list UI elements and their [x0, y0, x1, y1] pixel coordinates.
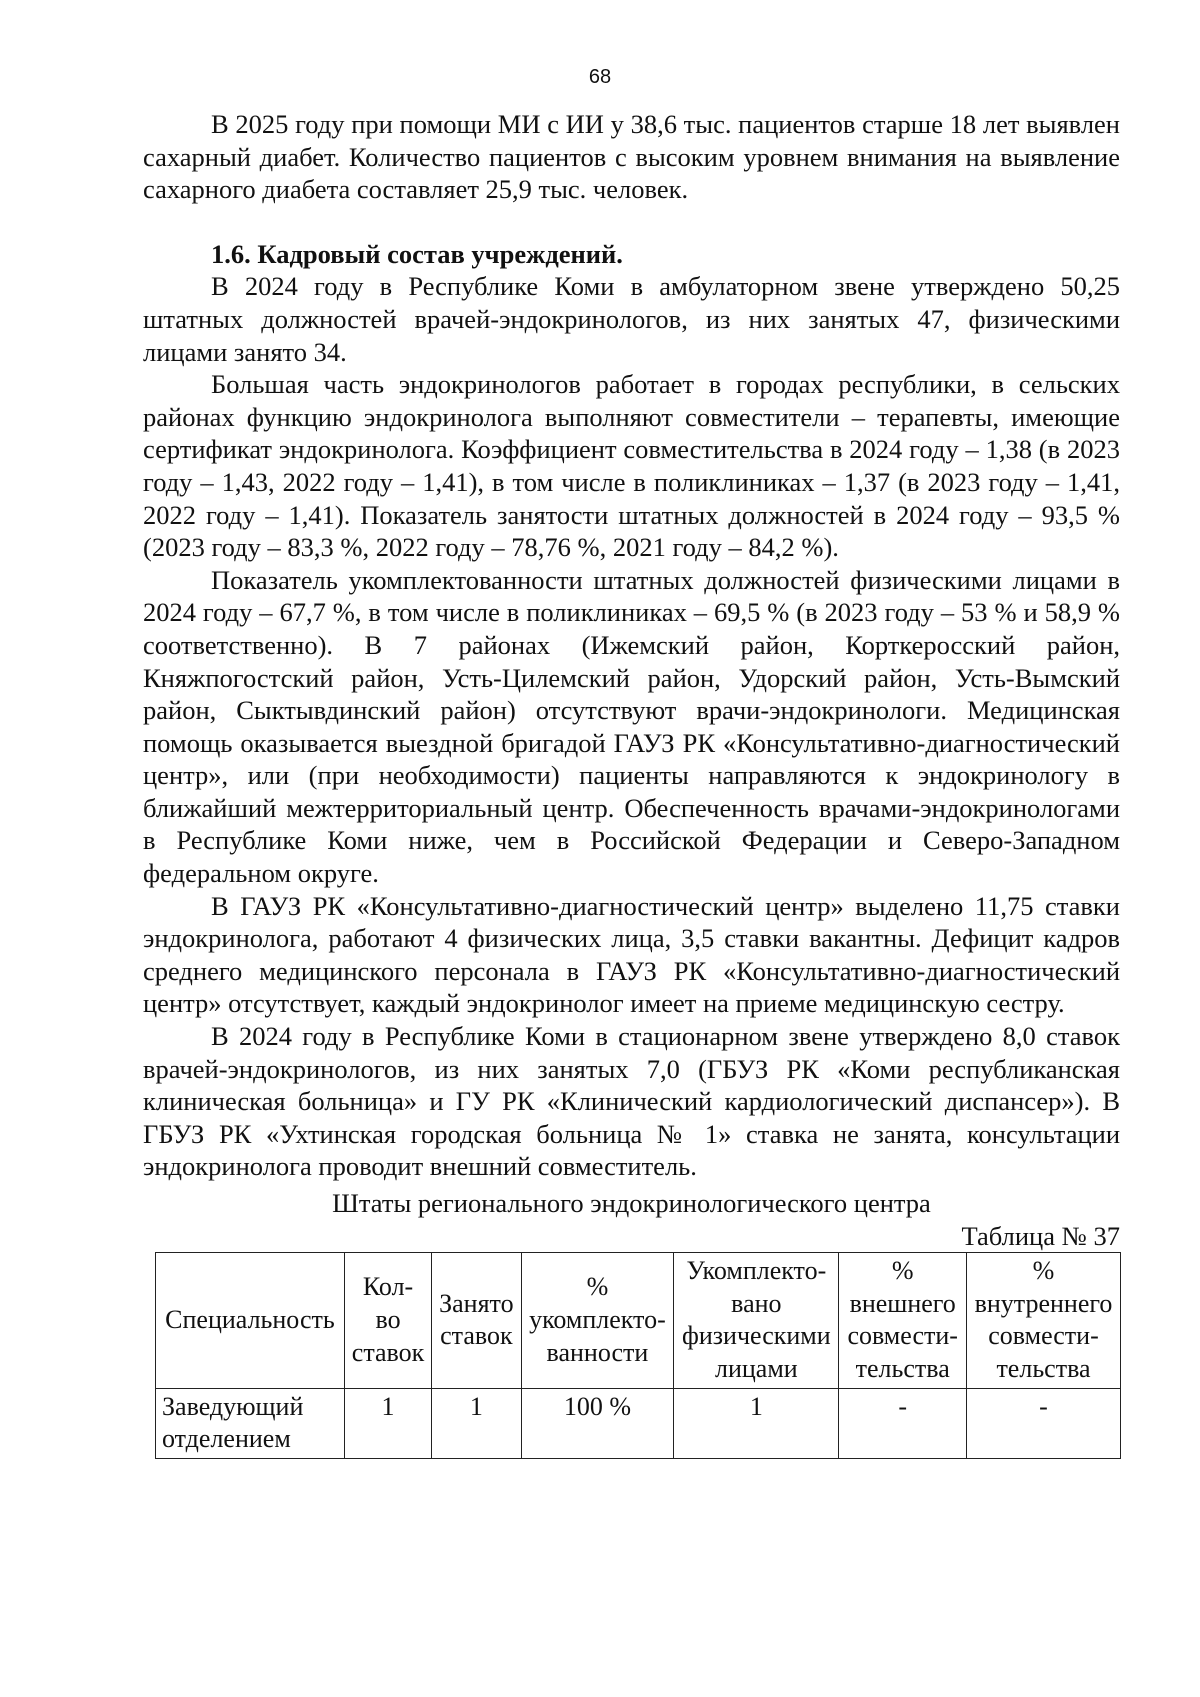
- header-staffing-percent: % укомплекто-ванности: [521, 1253, 674, 1388]
- table-title: Штаты регионального эндокринологического центра: [332, 1188, 931, 1218]
- cell-occupied-rates: 1: [432, 1388, 521, 1458]
- header-rate-count: Кол-во ставок: [344, 1253, 431, 1388]
- document-body: [143, 108, 1120, 1459]
- cell-rate-count: 1: [344, 1388, 431, 1458]
- section-heading: 1.6. Кадровый состав учреждений.: [211, 238, 623, 269]
- header-occupied-rates: Занято ставок: [432, 1253, 521, 1388]
- staff-table: [155, 1252, 1121, 1459]
- cell-internal-combination: -: [967, 1388, 1121, 1458]
- paragraph-consultative-center: В ГАУЗ РК «Консультативно-диагностический центр» выделено 11,75 ставки эндокринолога, работают 4 физических лица, 3,5 ставки вакантны. Дефицит кадров среднего медицинского персонала в ГАУЗ РК «Консультативно-диагностический центр» отсутствует, каждый эндокринолог имеет на приеме медицинскую сестру.: [143, 890, 1120, 1019]
- header-staffed-individuals: Укомплекто-вано физическими лицами: [674, 1253, 839, 1388]
- cell-specialty: Заведующий отделением: [156, 1388, 345, 1458]
- table-row: [156, 1388, 1121, 1458]
- paragraph-ambulatory-staff: В 2024 году в Республике Коми в амбулаторном звене утверждено 50,25 штатных должностей врачей-эндокринологов, из них занятых 47, физическими лицами занято 34.: [143, 271, 1120, 367]
- header-internal-combination: % внутреннего совмести-тельства: [967, 1253, 1121, 1388]
- page-number: 68: [588, 66, 612, 88]
- cell-staffing-percent: 100 %: [521, 1388, 674, 1458]
- paragraph-diabetes-detection: В 2025 году при помощи МИ с ИИ у 38,6 тыс. пациентов старше 18 лет выявлен сахарный диабет. Количество пациентов с высоким уровнем внимания на выявление сахарного диабета составляет 25,9 тыс. человек.: [143, 109, 1120, 205]
- cell-staffed-individuals: 1: [674, 1388, 839, 1458]
- cell-external-combination: -: [839, 1388, 967, 1458]
- header-external-combination: % внешнего совмести-тельства: [839, 1253, 967, 1388]
- paragraph-staffing-rate: Показатель укомплектованности штатных должностей физическими лицами в 2024 году – 67,7 %, в том числе в поликлиниках – 69,5 % (в 2023 году – 53 % и 58,9 % соответственно). В 7 районах (Ижемский район, Корткеросский район, Княжпогостский район, Усть-Цилемский район, Удорский район, Усть-Вымский район, Сыктывдинский район) отсутствуют врачи-эндокринологи. Медицинская помощь оказывается выездной бригадой ГАУЗ РК «Консультативно-диагностический центр», или (при необходимости) пациенты направляются к эндокринологу в ближайший межтерриториальный центр. Обеспеченность врачами-эндокринологами в Республике Коми ниже, чем в Российской Федерации и Северо-Западном федеральном округе.: [143, 564, 1120, 889]
- table-number: Таблица № 37: [961, 1220, 1120, 1251]
- paragraph-inpatient-staff: В 2024 году в Республике Коми в стационарном звене утверждено 8,0 ставок врачей-эндокринологов, из них занятых 7,0 (ГБУЗ РК «Коми республиканская клиническая больница» и ГУ РК «Клинический кардиологический диспансер»). В ГБУЗ РК «Ухтинская городская больница № 1» ставка не занята, консультации эндокринолога проводит внешний совместитель.: [143, 1021, 1120, 1182]
- header-specialty: Специальность: [156, 1253, 345, 1388]
- table-header-row: [156, 1253, 1121, 1388]
- paragraph-combination-coefficient: Большая часть эндокринологов работает в городах республики, в сельских районах функцию эндокринолога выполняют совместители – терапевты, имеющие сертификат эндокринолога. Коэффициент совместительства в 2024 году – 1,38 (в 2023 году – 1,43, 2022 году – 1,41), в том числе в поликлиниках – 1,37 (в 2023 году – 1,41, 2022 году – 1,41). Показатель занятости штатных должностей в 2024 году – 93,5 % (2023 году – 83,3 %, 2022 году – 78,76 %, 2021 году – 84,2 %).: [143, 369, 1120, 563]
